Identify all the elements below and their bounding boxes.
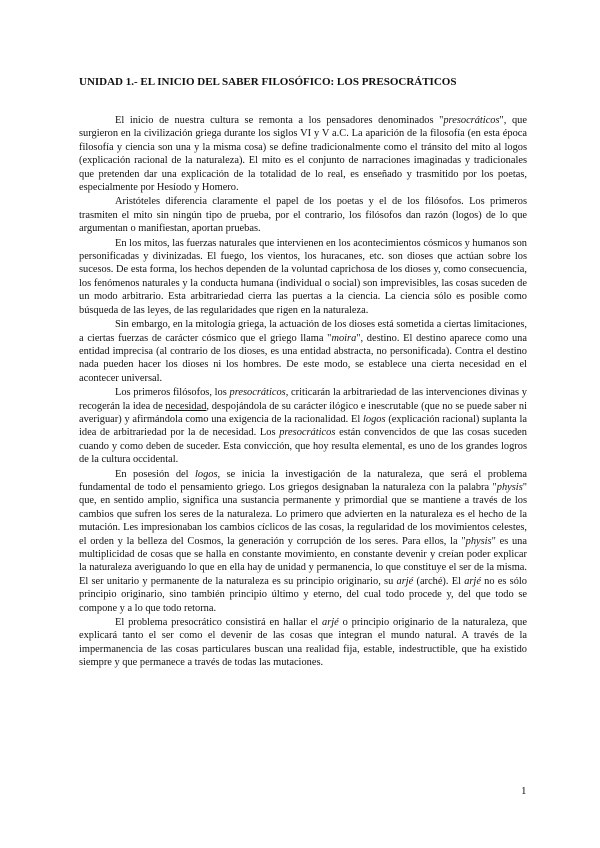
text-run: El problema presocrático consistirá en hallar el (115, 617, 322, 629)
text-run: están convencidos de que las cosas suceden cuando y como deben de suceder. Esta convicción, que hoy resulta elemental, es uno de los grandes logros de la cultura occidental. (79, 427, 527, 466)
text-run: Los primeros filósofos, los (115, 387, 230, 399)
italic-term: presocráticos (443, 115, 500, 126)
text-run: (explicación racional) suplanta la idea de arbitrariedad por la de necesidad. Los (79, 413, 527, 439)
italic-term: moira (331, 332, 357, 344)
italic-term: arjé (464, 575, 481, 587)
italic-term: arjé (322, 617, 339, 629)
text-run: Aristóteles diferencia claramente el papel de los poetas y el de los filósofos. Los primeros trasmiten el mito sin ningún tipo de prueba, por el contrario, los filósofos dan razón (logos) de lo que argumentan o manifiestan, aportan pruebas. (79, 196, 527, 235)
paragraph (79, 616, 527, 670)
document-body (79, 114, 527, 670)
text-run: (arché). El (413, 575, 465, 587)
italic-term: physis (465, 535, 492, 547)
italic-term: arjé (396, 575, 414, 587)
text-run: En los mitos, las fuerzas naturales que intervienen en los acontecimientos cósmicos y humanos son personificadas y divinizadas. El fuego, los vientos, los huracanes, etc. son dioses que actúan sobre los sucesos. De esta forma, los hechos dependen de la voluntad caprichosa de los dioses y, como consecuencia, los fenómenos naturales y la conducta humana (individual o social) son imprevisibles, las cosas suceden de un modo arbitrario. Esta arbitrariedad cierra las puertas a la ciencia. La ciencia sólo es posible como búsqueda de las leyes, de las regularidades que rigen en la naturaleza. (79, 237, 527, 316)
italic-term: logos (195, 468, 218, 480)
paragraph (79, 114, 527, 194)
text-run: Sin embargo, en la mitología griega, la actuación de los dioses está sometida a ciertas limitaciones, a ciertas fuerzas de carácter cósmico que el griego llama " (79, 319, 527, 344)
text-run: no es sólo principio originario, sino también principio último y eterno, del cual todo procede y, del que todo se compone y a lo que todo retorna. (79, 575, 527, 614)
italic-term: logos (363, 413, 386, 425)
paragraph (79, 468, 527, 615)
paragraph (79, 237, 527, 317)
text-run: " que, en sentido amplio, significa una sustancia permanente y primordial que se mantiene a través de los cambios que sufren los seres de la naturaleza. Lo primero que advierten en la naturaleza es el hecho de la mutación. Les impresionaban los cambios cíclicos de las cosas, la regularidad de los movimientos celestes, el orden y la belleza del Cosmos, la generación y corrupción de los seres. Para ellos, la " (79, 481, 527, 547)
text-run: o principio originario de la naturaleza, que explicará tanto el ser como el devenir de las cosas que integran el mundo natural. A través de la impermanencia de las cosas particulares buscan una realidad fija, estable, indestructible, que ha existido siempre y que permanece a través de todas las mutaciones. (79, 617, 527, 669)
text-run: En posesión del (115, 468, 196, 480)
italic-term: presocráticos (229, 387, 286, 399)
paragraph (79, 195, 527, 235)
italic-term: physis (496, 481, 523, 493)
text-run: El inicio de nuestra cultura se remonta a los pensadores denominados " (115, 115, 444, 126)
text-run: , criticarán la arbitrariedad de las intervenciones divinas y recogerán la idea de (79, 387, 527, 412)
italic-term: presocráticos (279, 427, 336, 439)
text-run: , despojándola de su carácter ilógico e inescrutable (que no se puede saber ni averiguar) y afirmándola como una exigencia de la racionalidad. El (79, 400, 527, 425)
text-run: ", destino. El destino aparece como una entidad imprecisa (al contrario de los dioses, es una entidad abstracta, no personificada). Contra el destino nada pueden hacer los dioses ni los hombres. De este modo, se establece una cierta necesidad en el acontecer universal. (79, 332, 527, 384)
underlined-term: necesidad (165, 400, 207, 412)
text-run: ", que surgieron en la civilización griega durante los siglos VI y V a.C. La aparición de la filosofía (en esta época filosofía y ciencia son una y la misma cosa) se define tradicionalmente como el tránsito del mito al logos (explicación racional de la naturaleza). El mito es el conjunto de narraciones imaginadas y tradicionales que pretenden dar una explicación de la totalidad de lo real, es enseñado y trasmitido por los poetas, especialmente por Hesíodo y Homero. (79, 115, 527, 194)
text-run: , se inicia la investigación de la naturaleza, que será el problema fundamental de todo el pensamiento griego. Los griegos designaban la naturaleza con la palabra " (79, 468, 527, 493)
paragraph (79, 318, 527, 385)
paragraph (79, 386, 527, 466)
page-number: 1 (521, 785, 527, 797)
page-title: UNIDAD 1.- EL INICIO DEL SABER FILOSÓFICO: LOS PRESOCRÁTICOS (79, 76, 457, 88)
text-run: " es una multiplicidad de cosas que se halla en constante movimiento, en constante devenir y creían poder explicar la naturaleza averiguando lo que en ella hay de unidad y permanencia, lo que constituye el ser de la misma. El ser unitario y permanente de la naturaleza es su principio originario, su (79, 535, 527, 587)
